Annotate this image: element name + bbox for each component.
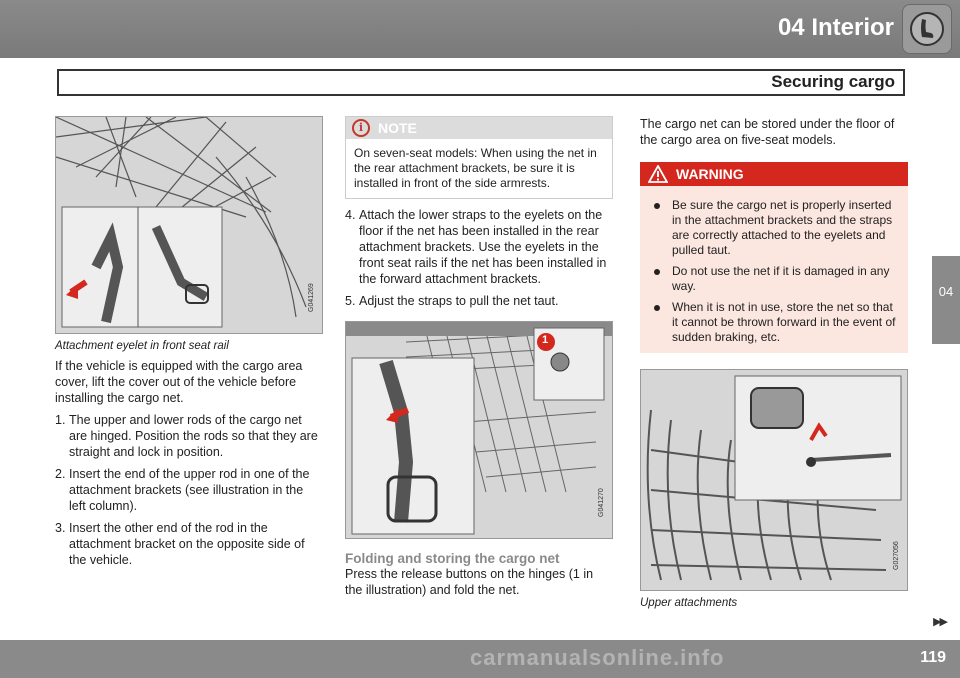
list-item: Be sure the cargo net is properly inserted in the attachment brackets and the straps are correctly attached to the eyelets and pulled taut.	[650, 198, 898, 258]
seat-icon	[902, 4, 952, 54]
list-item: 4. Attach the lower straps to the eyelets on the floor if the net has been installed in the rear attachment brackets. Use the eyelets in the front seat rails if the net has been installed in the forward attachment brackets.	[345, 208, 607, 286]
info-icon: i	[352, 119, 370, 137]
warning-list	[640, 186, 908, 353]
warning-box	[640, 162, 908, 353]
figure-illustration	[641, 370, 907, 590]
note-header	[346, 117, 612, 139]
note-text: On seven-seat models: When using the net in the rear attachment brackets, be sure it is installed in front of the side armrests.	[354, 146, 597, 190]
figure-code: G041270	[598, 488, 605, 517]
page-number: 119	[920, 649, 946, 666]
callout-1: 1	[542, 334, 549, 346]
column-middle	[345, 116, 613, 598]
warning-header	[640, 162, 908, 186]
figure-code: G041269	[308, 283, 315, 312]
next-page-icon: ▶▶	[933, 616, 946, 628]
page-header	[0, 0, 960, 58]
chapter-tab-label: 04	[938, 284, 954, 299]
subheading: Folding and storing the cargo net	[345, 551, 560, 566]
figure-illustration	[346, 322, 612, 538]
list-item: When it is not in use, store the net so that it cannot be thrown forward in the event of sudden braking, etc.	[650, 300, 898, 345]
steps-list	[345, 207, 613, 309]
figure-attachment-eyelet	[55, 116, 323, 334]
warning-icon	[648, 165, 668, 183]
column-left	[55, 116, 323, 568]
list-item: 2. Insert the end of the upper rod in one of the attachment brackets (see illustration in the left column).	[55, 467, 310, 513]
figure-caption: Upper attachments	[640, 597, 738, 609]
fold-paragraph: Press the release buttons on the hinges (1 in the illustration) and fold the net.	[345, 567, 594, 597]
figure-strap-adjust	[345, 321, 613, 539]
list-item: 1. The upper and lower rods of the cargo net are hinged. Position the rods so that they are straight and lock in position.	[55, 413, 318, 459]
section-bar	[57, 69, 905, 96]
figure-illustration	[56, 117, 322, 333]
figure-upper-attachments	[640, 369, 908, 591]
steps-list	[55, 412, 323, 568]
list-item: Do not use the net if it is damaged in any way.	[650, 264, 898, 294]
watermark-text: carmanualsonline.info	[470, 645, 725, 670]
chapter-tab	[932, 256, 960, 344]
chapter-title: 04 Interior	[777, 14, 894, 41]
warning-label: WARNING	[676, 166, 744, 182]
intro-paragraph: If the vehicle is equipped with the cargo area cover, lift the cover out of the vehicle before installing the cargo net.	[55, 359, 303, 405]
figure-caption: Attachment eyelet in front seat rail	[55, 340, 229, 352]
section-title: Securing cargo	[771, 72, 895, 91]
list-item: 3. Insert the other end of the rod in the attachment bracket on the opposite side of the vehicle.	[55, 521, 305, 567]
column-right	[640, 116, 908, 609]
figure-code: G027056	[893, 541, 900, 570]
store-paragraph: The cargo net can be stored under the floor of the cargo area on five-seat models.	[640, 117, 895, 147]
note-label: NOTE	[378, 120, 417, 136]
note-box	[345, 116, 613, 199]
list-item: 5. Adjust the straps to pull the net taut.	[345, 294, 559, 308]
